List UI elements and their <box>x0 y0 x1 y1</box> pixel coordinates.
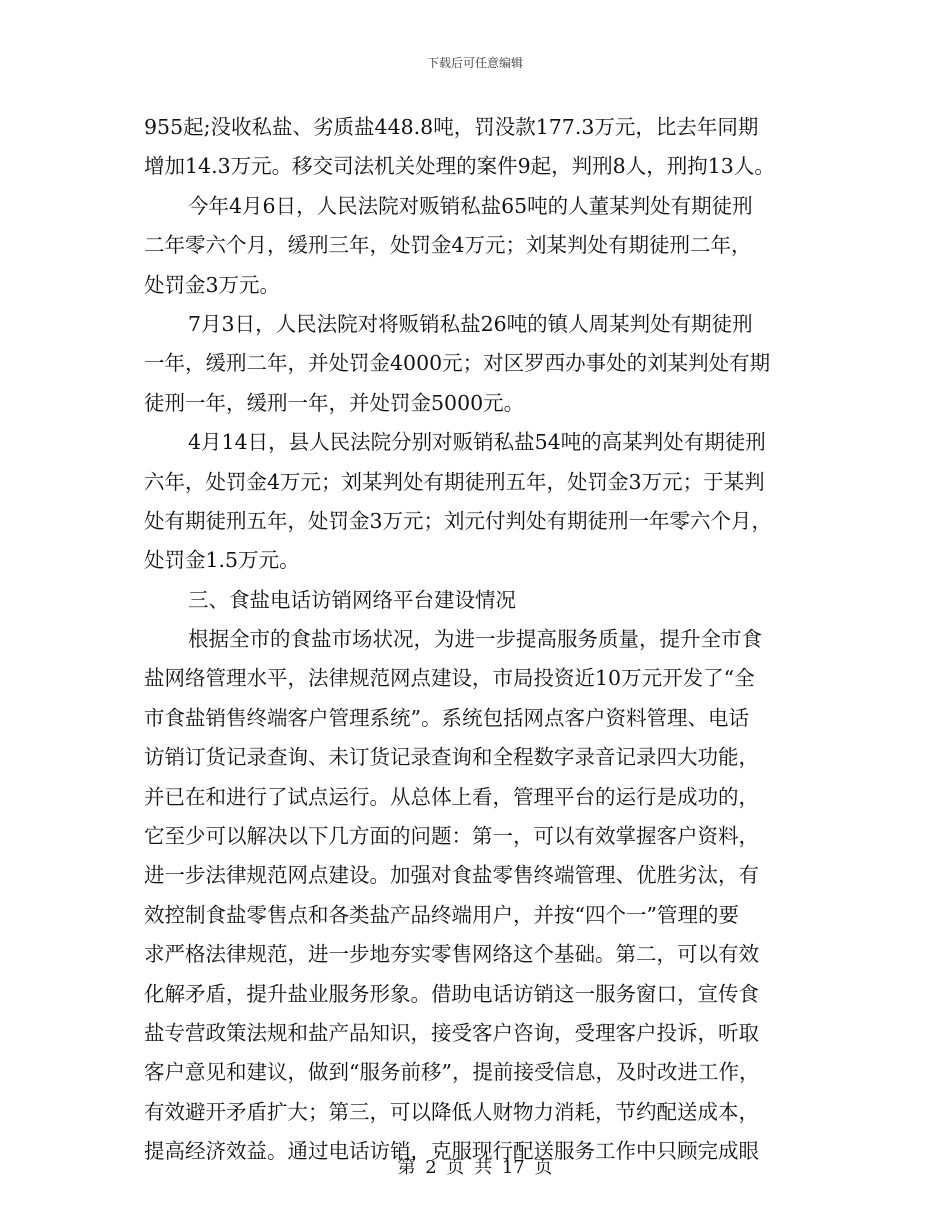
text-line: 根据全市的食盐市场状况，为进一步提高服务质量，提升全市食 <box>188 627 762 652</box>
text-line: 求严格法律规范，进一步地夯实零售网络这个基础。第二，可以有效 <box>144 942 759 967</box>
text-line: 效控制食盐零售点和各类盐产品终端用户，并按“四个一”管理的要 <box>144 902 739 927</box>
section-heading: 三、食盐电话访销网络平台建设情况 <box>188 587 516 612</box>
text-line: 徒刑一年，缓刑一年，并处罚金5000元。 <box>144 390 525 415</box>
text-line: 它至少可以解决以下几方面的问题：第一，可以有效掌握客户资料， <box>144 824 759 849</box>
text-line: 二年零六个月，缓刑三年，处罚金4万元；刘某判处有期徒刑二年， <box>144 233 752 258</box>
text-line: 客户意见和建议，做到“服务前移”，提前接受信息，及时改进工作， <box>144 1060 760 1085</box>
page-number: 第 2 页 共 17 页 <box>397 1157 553 1178</box>
text-line: 增加14.3万元。移交司法机关处理的案件9起，判刑8人，刑拘13人。 <box>144 154 775 179</box>
text-line: 盐专营政策法规和盐产品知识，接受客户咨询，受理客户投诉，听取 <box>144 1020 759 1045</box>
text-line: 提高经济效益。通过电话访销，克服现行配送服务工作中只顾完成眼 <box>144 1139 759 1164</box>
text-line: 4月14日，县人民法院分别对贩销私盐54吨的高某判处有期徒刑 <box>188 430 766 455</box>
text-line: 市食盐销售终端客户管理系统”。系统包括网点客户资料管理、电话 <box>144 705 749 730</box>
text-line: 并已在和进行了试点运行。从总体上看，管理平台的运行是成功的， <box>144 784 759 809</box>
text-line: 有效避开矛盾扩大；第三，可以降低人财物力消耗，节约配送成本， <box>144 1099 759 1124</box>
text-line: 访销订货记录查询、未订货记录查询和全程数字录音记录四大功能， <box>144 745 759 770</box>
text-line: 7月3日，人民法院对将贩销私盐26吨的镇人周某判处有期徒刑 <box>188 311 753 336</box>
document-body <box>144 108 814 1172</box>
text-line: 化解矛盾，提升盐业服务形象。借助电话访销这一服务窗口，宣传食 <box>144 981 759 1006</box>
text-line: 进一步法律规范网点建设。加强对食盐零售终端管理、优胜劣汰，有 <box>144 863 759 888</box>
text-line: 处罚金1.5万元。 <box>144 548 300 573</box>
text-line: 今年4月6日，人民法院对贩销私盐65吨的人董某判处有期徒刑 <box>188 193 753 218</box>
text-line: 处有期徒刑五年，处罚金3万元；刘元付判处有期徒刑一年零六个月， <box>144 508 773 533</box>
text-line: 一年，缓刑二年，并处罚金4000元；对区罗西办事处的刘某判处有期 <box>144 351 771 376</box>
download-note: 下载后可任意编辑 <box>426 56 523 70</box>
text-line: 盐网络管理水平，法律规范网点建设，市局投资近10万元开发了“全 <box>144 666 755 691</box>
text-line: 六年，处罚金4万元；刘某判处有期徒刑五年，处罚金3万元；于某判 <box>144 469 765 494</box>
text-line: 955起;没收私盐、劣质盐448.8吨，罚没款177.3万元，比去年同期 <box>144 115 759 139</box>
text-line: 处罚金3万元。 <box>144 272 281 297</box>
